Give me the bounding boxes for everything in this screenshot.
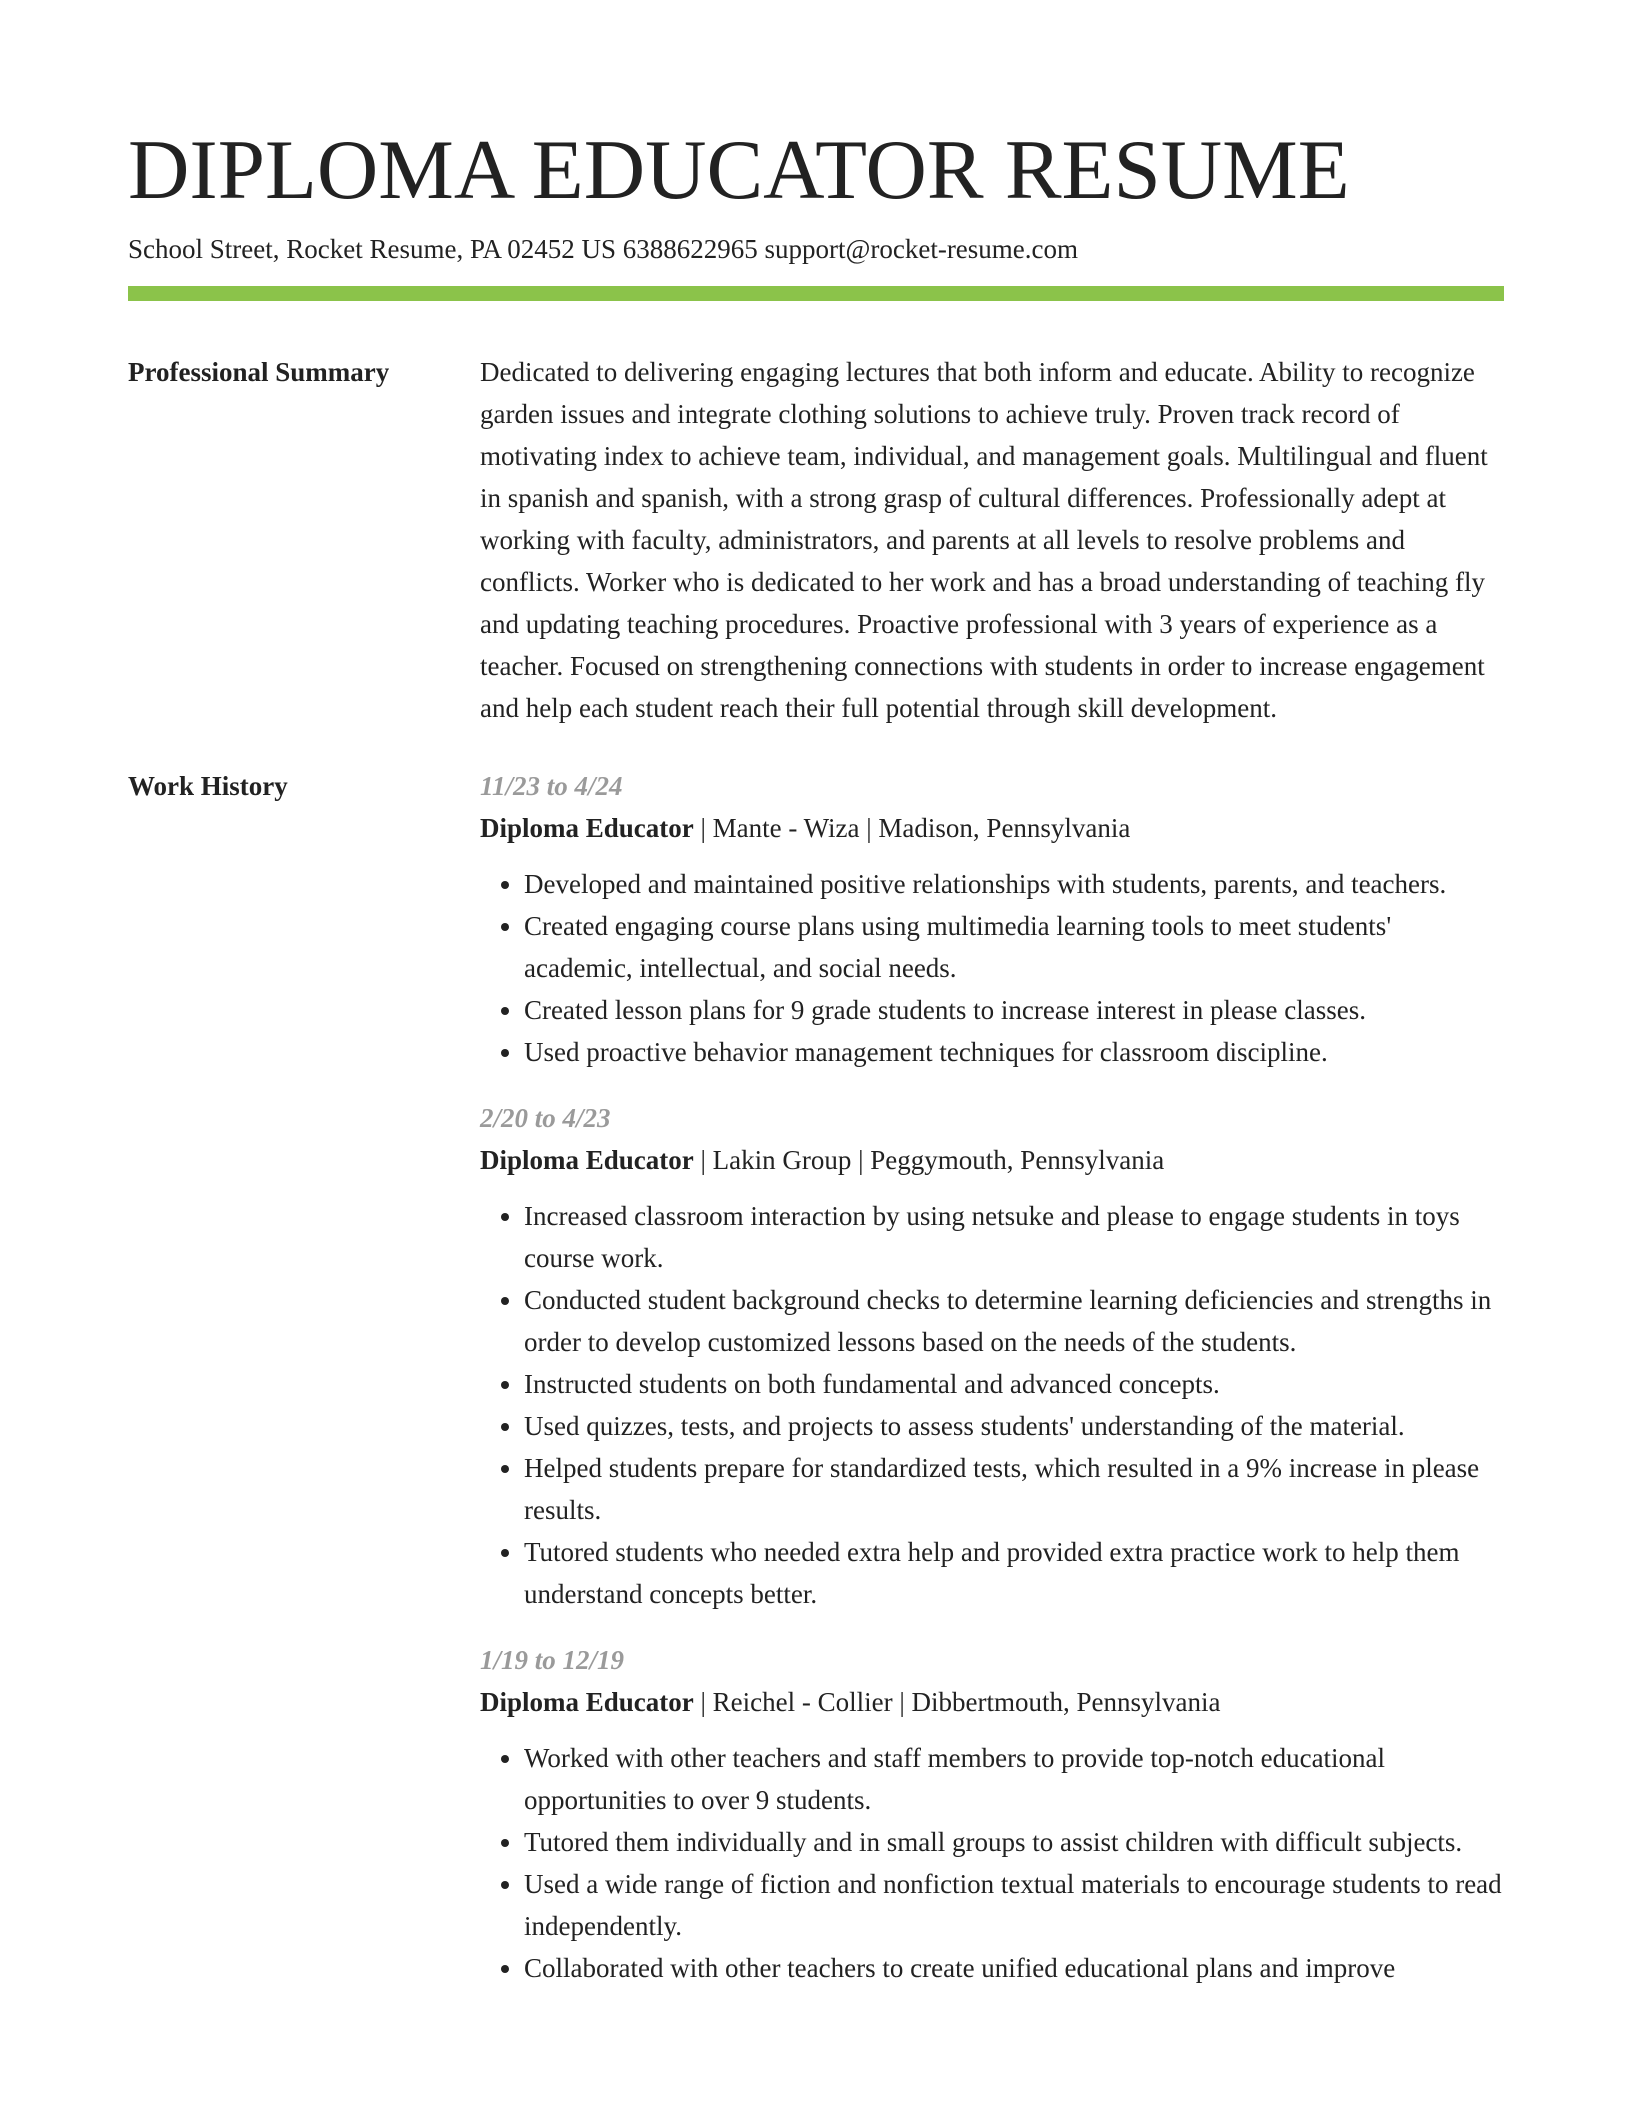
job-bullet: • Worked with other teachers and staff members to provide top-notch educational opportunities to over 9 students.: [524, 1737, 1504, 1821]
summary-label: Professional Summary: [128, 357, 390, 387]
job-bullet: • Created lesson plans for 9 grade students to increase interest in please classes.: [524, 989, 1504, 1031]
job-bullet: • Conducted student background checks to determine learning deficiencies and strengths in order to develop customized lessons based on the needs of the students.: [524, 1279, 1504, 1363]
job-details: | Mante - Wiza | Madison, Pennsylvania: [693, 813, 1131, 843]
contact-line: School Street, Rocket Resume, PA 02452 US 6388622965 support@rocket-resume.com: [128, 234, 1079, 264]
summary-text: Dedicated to delivering engaging lectures that both inform and educate. Ability to recognize garden issues and integrate clothing solutions to achieve truly. Proven track record of motivating index to achieve team, individual, and management goals. Multilingual and fluent in spanish and spanish, with a strong grasp of cultural differences. Professionally adept at working with faculty, administrators, and parents at all levels to resolve problems and conflicts. Worker who is dedicated to her work and has a broad understanding of teaching fly and updating teaching procedures. Proactive professional with 3 years of experience as a teacher. Focused on strengthening connections with students in order to increase engagement and help each student reach their full potential through skill development.: [480, 357, 1488, 723]
summary-section: [128, 351, 1504, 729]
job-bullet: • Created engaging course plans using multimedia learning tools to meet students' academic, intellectual, and social needs.: [524, 905, 1504, 989]
job-heading: [480, 1681, 1504, 1723]
job-bullet: • Increased classroom interaction by using netsuke and please to engage students in toys course work.: [524, 1195, 1504, 1279]
job-dates: 1/19 to 12/19: [480, 1645, 625, 1675]
page-title: DIPLOMA EDUCATOR RESUME: [128, 123, 1350, 217]
job-entry: [480, 765, 1504, 1073]
work-history-label: Work History: [128, 771, 288, 801]
work-history-body: [480, 765, 1504, 1989]
job-bullet: • Used quizzes, tests, and projects to assess students' understanding of the material.: [524, 1405, 1504, 1447]
job-title: Diploma Educator: [480, 1145, 694, 1175]
job-details: | Lakin Group | Peggymouth, Pennsylvania: [693, 1145, 1165, 1175]
job-bullets: [480, 1737, 1504, 1989]
job-heading: [480, 1139, 1504, 1181]
job-title: Diploma Educator: [480, 1687, 694, 1717]
job-bullet: • Used a wide range of fiction and nonfiction textual materials to encourage students to read independently.: [524, 1863, 1504, 1947]
job-title: Diploma Educator: [480, 813, 694, 843]
job-bullet: • Instructed students on both fundamental and advanced concepts.: [524, 1363, 1504, 1405]
job-bullet: • Tutored students who needed extra help and provided extra practice work to help them understand concepts better.: [524, 1531, 1504, 1615]
job-bullets: [480, 1195, 1504, 1615]
job-details: | Reichel - Collier | Dibbertmouth, Pennsylvania: [693, 1687, 1221, 1717]
job-bullet: • Tutored them individually and in small groups to assist children with difficult subjects.: [524, 1821, 1504, 1863]
job-entry: [480, 1097, 1504, 1615]
job-bullet: • Developed and maintained positive relationships with students, parents, and teachers.: [524, 863, 1504, 905]
job-bullet: • Collaborated with other teachers to create unified educational plans and improve: [524, 1947, 1504, 1989]
job-bullets: [480, 863, 1504, 1073]
resume-page: [128, 0, 1504, 1989]
job-dates: 2/20 to 4/23: [480, 1103, 611, 1133]
job-entry: [480, 1639, 1504, 1989]
job-heading: [480, 807, 1504, 849]
work-history-section: [128, 765, 1504, 1989]
job-bullet: • Helped students prepare for standardized tests, which resulted in a 9% increase in please results.: [524, 1447, 1504, 1531]
header-divider: [128, 286, 1504, 301]
job-dates: 11/23 to 4/24: [480, 771, 623, 801]
job-bullet: • Used proactive behavior management techniques for classroom discipline.: [524, 1031, 1504, 1073]
summary-body: [480, 351, 1504, 729]
